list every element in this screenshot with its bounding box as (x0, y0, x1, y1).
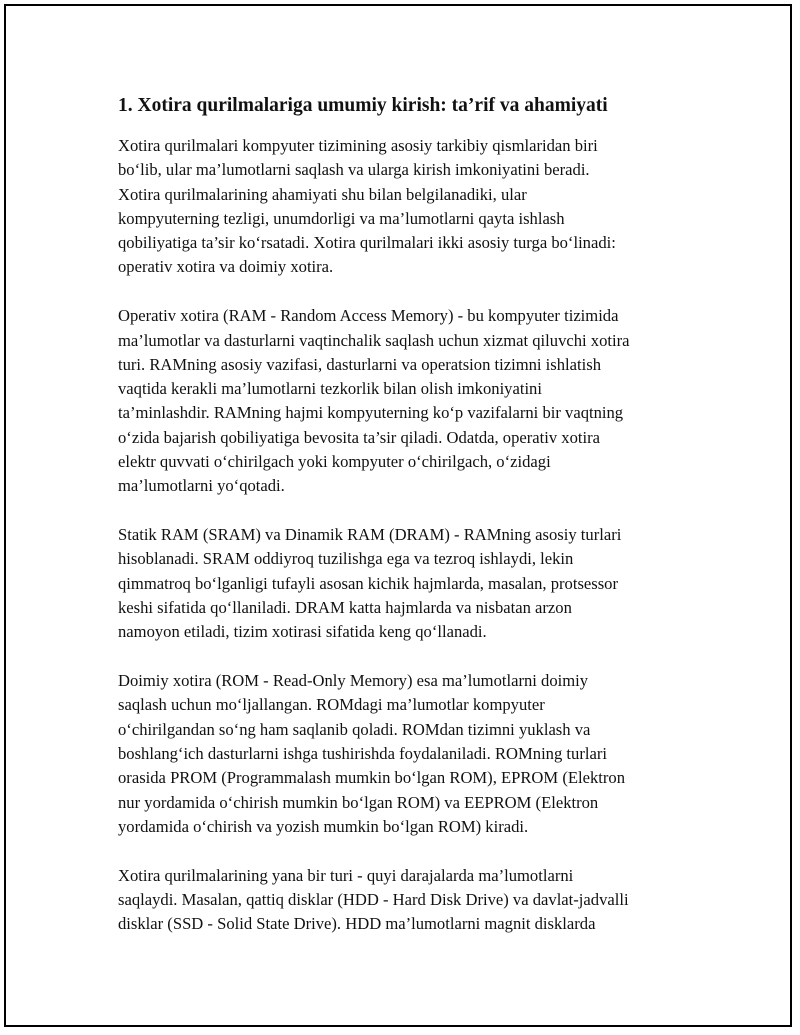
text-line: turi. RAMning asosiy vazifasi, dasturlarni va operatsion tizimni ishlatish (118, 354, 601, 374)
paragraph-intro (118, 134, 696, 280)
text-line: o‘chirilgandan so‘ng ham saqlanib qoladi. ROMdan tizimni yuklash va (118, 719, 591, 739)
text-line: qimmatroq bo‘lganligi tufayli asosan kichik hajmlarda, masalan, protsessor (118, 573, 619, 593)
text-line: elektr quvvati o‘chirilgach yoki kompyuter o‘chirilgach, o‘zidagi (118, 452, 551, 472)
paragraph-storage (118, 864, 696, 937)
text-line: bo‘lib, ular ma’lumotlarni saqlash va ularga kirish imkoniyatini beradi. (118, 160, 590, 180)
text-line: Xotira qurilmalarining ahamiyati shu bilan belgilanadiki, ular (118, 184, 527, 204)
text-line: hisoblanadi. SRAM oddiyroq tuzilishga ega va tezroq ishlaydi, lekin (118, 549, 574, 569)
text-line: nur yordamida o‘chirish mumkin bo‘lgan ROM) va EEPROM (Elektron (118, 792, 599, 812)
text-line: o‘zida bajarish qobiliyatiga bevosita ta’sir qiladi. Odatda, operativ xotira (118, 427, 600, 447)
paragraph-rom (118, 669, 696, 839)
text-line: saqlaydi. Masalan, qattiq disklar (HDD - Hard Disk Drive) va davlat-jadvalli (118, 890, 629, 910)
text-line: Operativ xotira (RAM - Random Access Memory) - bu kompyuter tizimida (118, 306, 619, 326)
text-line: Xotira qurilmalarining yana bir turi - quyi darajalarda ma’lumotlarni (118, 865, 574, 885)
text-line: keshi sifatida qo‘llaniladi. DRAM katta hajmlarda va nisbatan arzon (118, 598, 572, 618)
text-line: Doimiy xotira (ROM - Read-Only Memory) esa ma’lumotlarni doimiy (118, 671, 589, 691)
text-line: ta’minlashdir. RAMning hajmi kompyuterning ko‘p vazifalarni bir vaqtning (118, 403, 624, 423)
text-line: yordamida o‘chirish va yozish mumkin bo‘lgan ROM) kiradi. (118, 816, 529, 836)
text-line: boshlang‘ich dasturlarni ishga tushirishda foydalaniladi. ROMning turlari (118, 744, 607, 764)
paragraph-sram-dram (118, 523, 696, 644)
text-line: ma’lumotlar va dasturlarni vaqtinchalik saqlash uchun xizmat qiluvchi xotira (118, 330, 630, 350)
text-line: operativ xotira va doimiy xotira. (118, 257, 334, 277)
text-line: namoyon etiladi, tizim xotirasi sifatida keng qo‘llanadi. (118, 622, 487, 642)
section-heading: 1. Xotira qurilmalariga umumiy kirish: ta’rif va ahamiyati (118, 95, 608, 116)
text-line: ma’lumotlarni yo‘qotadi. (118, 476, 285, 496)
text-line: kompyuterning tezligi, unumdorligi va ma’lumotlarni qayta ishlash (118, 208, 565, 228)
text-line: orasida PROM (Programmalash mumkin bo‘lgan ROM), EPROM (Elektron (118, 768, 625, 788)
text-line: qobiliyatiga ta’sir ko‘rsatadi. Xotira qurilmalari ikki asosiy turga bo‘linadi: (118, 233, 616, 253)
text-line: Xotira qurilmalari kompyuter tizimining asosiy tarkibiy qismlaridan biri (118, 136, 598, 155)
document-body (118, 92, 696, 961)
text-line: Statik RAM (SRAM) va Dinamik RAM (DRAM) - RAMning asosiy turlari (118, 525, 622, 545)
text-line: vaqtida kerakli ma’lumotlarni tezkorlik bilan olish imkoniyatini (118, 379, 542, 399)
paragraph-ram (118, 304, 696, 498)
text-line: saqlash uchun mo‘ljallangan. ROMdagi ma’lumotlar kompyuter (118, 695, 545, 715)
text-line: disklar (SSD - Solid State Drive). HDD ma’lumotlarni magnit disklarda (118, 914, 596, 934)
